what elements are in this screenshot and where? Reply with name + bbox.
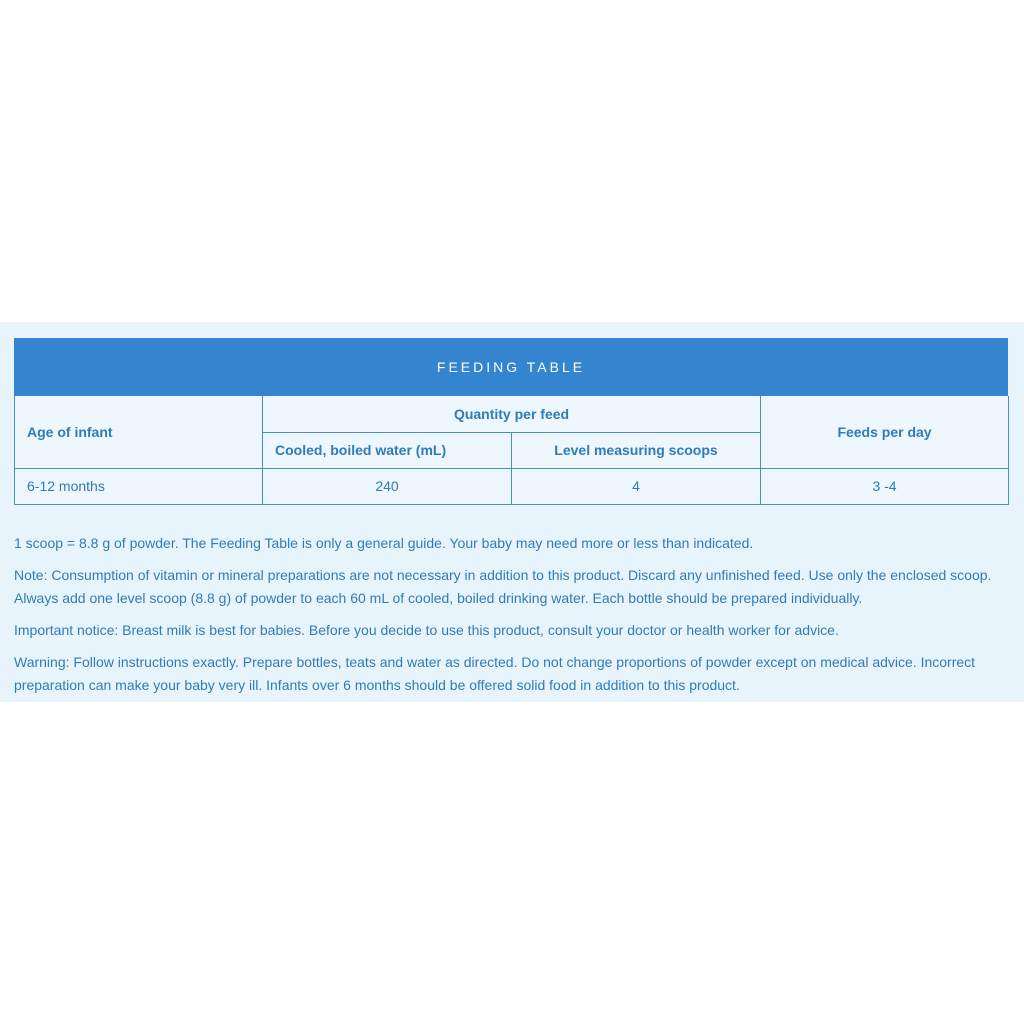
header-scoops: Level measuring scoops	[512, 432, 761, 468]
important-notice: Important notice: Breast milk is best for babies. Before you decide to use this product, consult your doctor or health worker for advice.	[14, 622, 839, 638]
header-quantity: Quantity per feed	[263, 396, 761, 432]
header-water: Cooled, boiled water (mL)	[263, 432, 512, 468]
cell-scoops: 4	[512, 468, 761, 504]
cell-age: 6-12 months	[15, 468, 263, 504]
cell-water: 240	[263, 468, 512, 504]
cell-feeds: 3 -4	[761, 468, 1009, 504]
instructions	[14, 532, 1010, 706]
scoop-note: 1 scoop = 8.8 g of powder. The Feeding Table is only a general guide. Your baby may need more or less than indicated.	[14, 535, 754, 551]
header-feeds: Feeds per day	[761, 396, 1009, 468]
table-row	[15, 468, 1009, 504]
feeding-table	[14, 338, 1008, 505]
warning-note: Warning: Follow instructions exactly. Prepare bottles, teats and water as directed. Do not change proportions of powder except on medical advice. Incorrect preparation can make your baby very ill. Infants over 6 months should be offered solid food in addition to this product.	[14, 654, 976, 693]
table-title: FEEDING TABLE	[14, 338, 1008, 396]
feeding-grid	[14, 396, 1009, 505]
consumption-note: Note: Consumption of vitamin or mineral preparations are not necessary in addition to this product. Discard any unfinished feed. Use only the enclosed scoop. Always add one level scoop (8.8 g) of powder to each 60 mL of cooled, boiled drinking water. Each bottle should be prepared individually.	[14, 567, 992, 606]
feeding-panel	[0, 322, 1024, 702]
header-age: Age of infant	[15, 396, 263, 468]
